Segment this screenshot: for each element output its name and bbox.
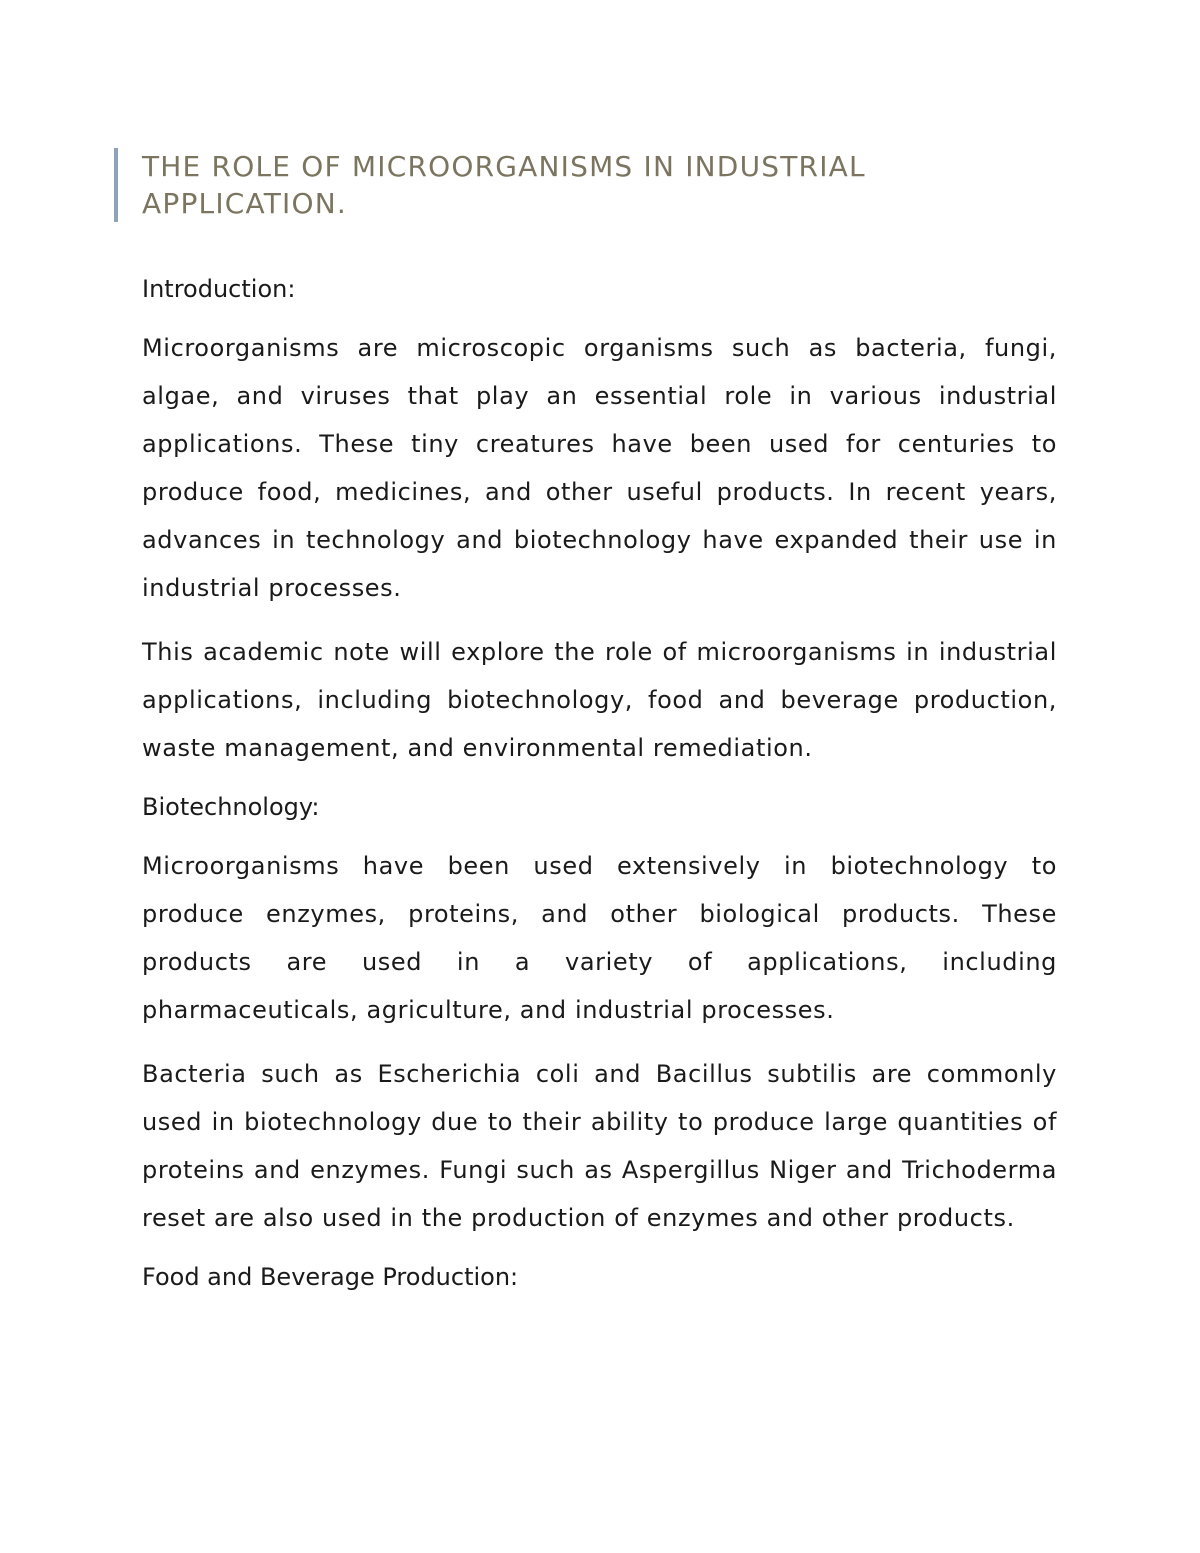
document-title: THE ROLE OF MICROORGANISMS IN INDUSTRIAL APPLICATION. bbox=[142, 150, 866, 220]
document-body bbox=[142, 270, 1057, 1312]
paragraph-introduction-2: This academic note will explore the role of microorganisms in industrial applications, including biotechnology, food and beverage production, waste management, and environmental remediation. bbox=[142, 638, 1057, 762]
section-heading-introduction: Introduction: bbox=[142, 275, 296, 303]
paragraph-biotechnology-2: Bacteria such as Escherichia coli and Bacillus subtilis are commonly used in biotechnology due to their ability to produce large quantities of proteins and enzymes. Fungi such as Aspergillus Niger and Trichoderma reset are also used in the production of enzymes and other products. bbox=[142, 1060, 1057, 1232]
paragraph-introduction-1: Microorganisms are microscopic organisms such as bacteria, fungi, algae, and viruses that play an essential role in various industrial applications. These tiny creatures have been used for centuries to produce food, medicines, and other useful products. In recent years, advances in technology and biotechnology have expanded their use in industrial processes. bbox=[142, 334, 1057, 602]
section-heading-biotechnology: Biotechnology: bbox=[142, 793, 320, 821]
title-block bbox=[114, 148, 1042, 222]
section-heading-food-beverage: Food and Beverage Production: bbox=[142, 1263, 519, 1291]
paragraph-biotechnology-1: Microorganisms have been used extensively in biotechnology to produce enzymes, proteins, and other biological products. These products are used in a variety of applications, including pharmaceuticals, agriculture, and industrial processes. bbox=[142, 852, 1057, 1024]
